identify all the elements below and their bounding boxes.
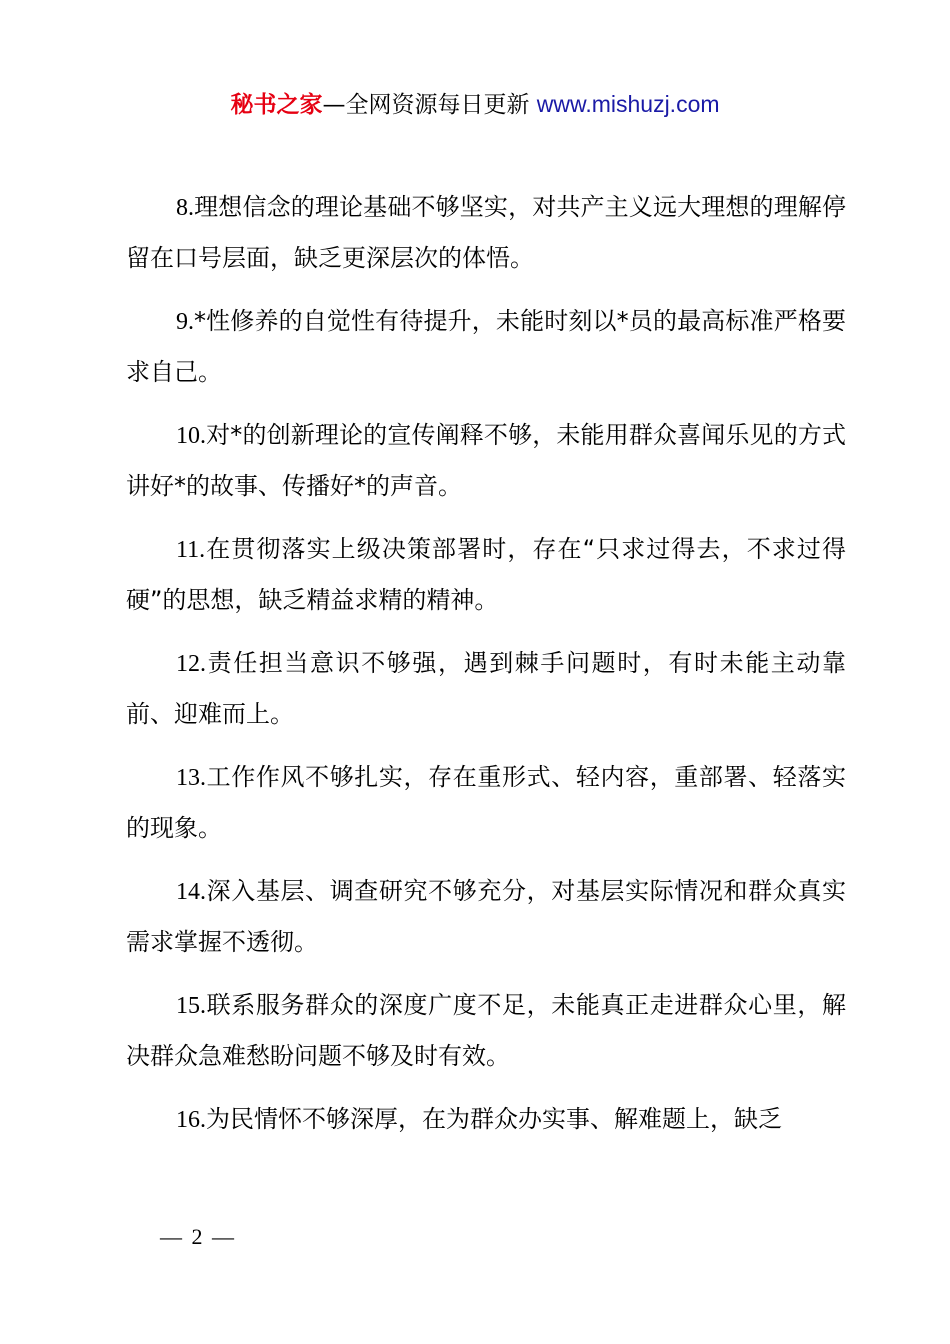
paragraph-number: 9. [176, 309, 194, 335]
paragraph-text: 在贯彻落实上级决策部署时，存在“只求过得去，不求过得硬”的思想，缺乏精益求精的精神。 [126, 535, 846, 614]
paragraph-text: 工作作风不够扎实，存在重形式、轻内容，重部署、轻落实的现象。 [126, 763, 846, 842]
site-header [0, 86, 950, 123]
paragraph-item [126, 296, 846, 397]
paragraph-item [126, 866, 846, 967]
paragraph-number: 8. [176, 195, 194, 221]
paragraph-number: 14. [176, 879, 206, 905]
header-dash: — [322, 92, 346, 118]
paragraph-number: 13. [176, 765, 206, 791]
paragraph-number: 16. [176, 1107, 206, 1133]
document-body [126, 182, 846, 1158]
paragraph-item [126, 980, 846, 1081]
paragraph-number: 10. [176, 423, 206, 449]
header-slogan: 全网资源每日更新 [345, 92, 530, 118]
paragraph-item [126, 1094, 846, 1145]
paragraph-text: 深入基层、调查研究不够充分，对基层实际情况和群众真实需求掌握不透彻。 [126, 877, 846, 956]
paragraph-text: 理想信念的理论基础不够坚实，对共产主义远大理想的理解停留在口号层面，缺乏更深层次的体悟。 [126, 193, 846, 272]
paragraph-text: *性修养的自觉性有待提升，未能时刻以*员的最高标准严格要求自己。 [126, 307, 846, 386]
paragraph-number: 11. [176, 537, 206, 563]
paragraph-text: 联系服务群众的深度广度不足，未能真正走进群众心里，解决群众急难愁盼问题不够及时有效。 [126, 991, 846, 1070]
site-url-link[interactable]: www.mishuzj.com [536, 91, 720, 117]
paragraph-item [126, 410, 846, 511]
paragraph-item [126, 638, 846, 739]
paragraph-item [126, 182, 846, 283]
paragraph-item [126, 524, 846, 625]
page-number: — 2 — [160, 1224, 236, 1249]
paragraph-number: 12. [176, 651, 206, 677]
paragraph-text: 为民情怀不够深厚，在为群众办实事、解难题上，缺乏 [206, 1105, 782, 1133]
paragraph-text: 责任担当意识不够强，遇到棘手问题时，有时未能主动靠前、迎难而上。 [126, 649, 846, 728]
paragraph-number: 15. [176, 993, 206, 1019]
paragraph-text: 对*的创新理论的宣传阐释不够，未能用群众喜闻乐见的方式讲好*的故事、传播好*的声音。 [126, 421, 846, 500]
brand-name: 秘书之家 [230, 92, 323, 118]
paragraph-item [126, 752, 846, 853]
